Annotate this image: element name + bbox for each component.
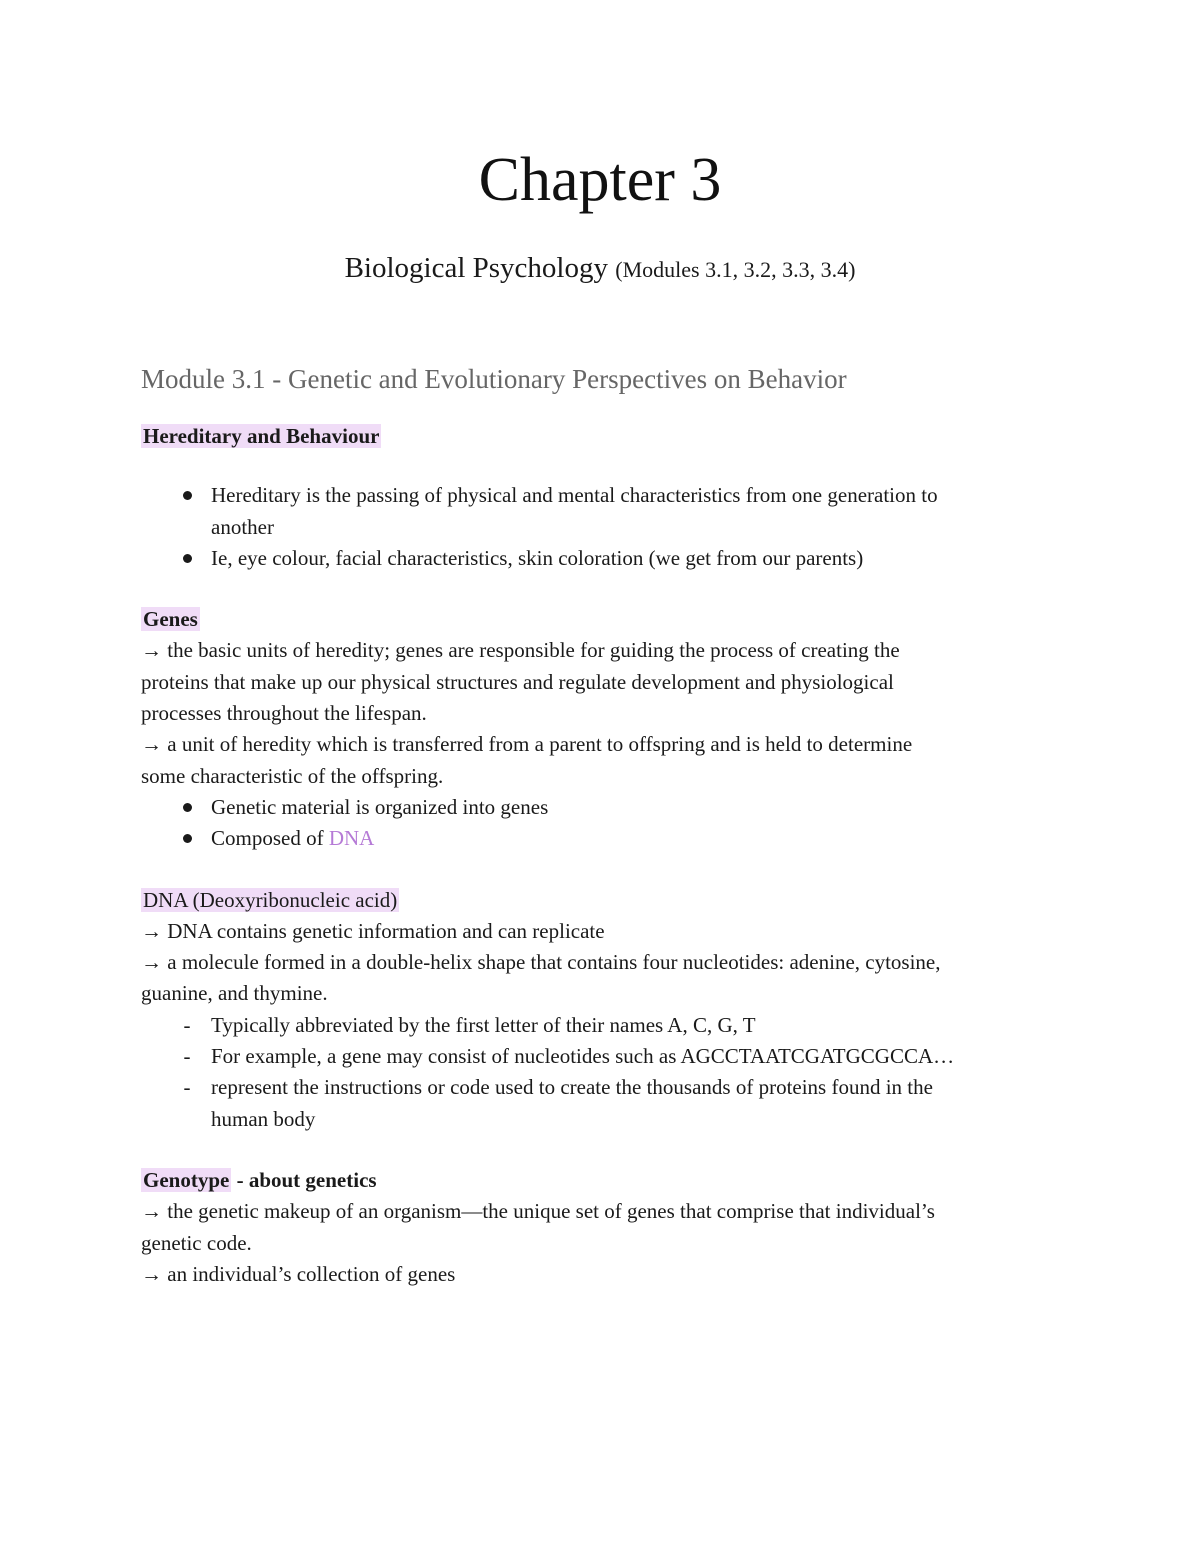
bullet-icon xyxy=(183,491,192,500)
bullet-icon xyxy=(183,834,192,843)
dna-link[interactable]: DNA xyxy=(328,826,375,851)
list-item: Genetic material is organized into genes xyxy=(141,792,1061,823)
genes-line: processes throughout the lifespan. xyxy=(141,701,427,726)
subtitle-main: Biological Psychology xyxy=(344,252,608,284)
list-item: - For example, a gene may consist of nucleotides such as AGCCTAATCGATGCGCCA… xyxy=(141,1041,1061,1072)
dash-marker: - xyxy=(183,1044,191,1069)
section-heading-hereditary: Hereditary and Behaviour xyxy=(143,424,380,448)
list-item-continuation: human body xyxy=(211,1106,316,1131)
genes-bullet-list xyxy=(141,792,1061,855)
list-item: Composed of DNA xyxy=(141,823,1061,854)
section-heading-genotype: Genotype xyxy=(143,1167,230,1192)
dash-marker: - xyxy=(183,1012,191,1037)
genotype-line: → the genetic makeup of an organism—the unique set of genes that comprise that individual’s xyxy=(141,1199,935,1224)
section-heading-dna: DNA (Deoxyribonucleic acid) xyxy=(143,887,398,912)
genotype-line: genetic code. xyxy=(141,1230,252,1255)
genes-line: proteins that make up our physical structures and regulate development and physiological xyxy=(141,669,894,694)
chapter-title: Chapter 3 xyxy=(478,146,722,214)
document-body xyxy=(141,359,1061,1290)
list-item: Ie, eye colour, facial characteristics, skin coloration (we get from our parents) xyxy=(141,543,1061,574)
dna-dash-list xyxy=(141,1010,1061,1135)
genes-line: → a unit of heredity which is transferred from a parent to offspring and is held to determine xyxy=(141,732,913,757)
bullet-icon xyxy=(183,803,192,812)
list-item: - Typically abbreviated by the first letter of their names A, C, G, T xyxy=(141,1010,1061,1041)
genotype-line: → an individual’s collection of genes xyxy=(141,1261,456,1286)
genes-line: → the basic units of heredity; genes are responsible for guiding the process of creating the xyxy=(141,638,900,663)
dash-marker: - xyxy=(183,1075,191,1100)
dna-line: → DNA contains genetic information and can replicate xyxy=(141,918,605,943)
subtitle-modules: (Modules 3.1, 3.2, 3.3, 3.4) xyxy=(615,257,856,282)
genotype-heading-suffix: - about genetics xyxy=(231,1167,377,1192)
bullet-icon xyxy=(183,554,192,563)
genes-line: some characteristic of the offspring. xyxy=(141,763,444,788)
list-item: - represent the instructions or code used to create the thousands of proteins found in the xyxy=(141,1072,1061,1103)
dna-line: guanine, and thymine. xyxy=(141,981,328,1006)
module-heading: Module 3.1 - Genetic and Evolutionary Perspectives on Behavior xyxy=(141,364,847,394)
list-item-continuation: another xyxy=(211,514,274,539)
section-heading-genes: Genes xyxy=(143,607,198,632)
list-item: Hereditary is the passing of physical and mental characteristics from one generation to xyxy=(141,480,1061,511)
chapter-subtitle xyxy=(0,250,1200,288)
hereditary-bullet-list xyxy=(141,480,1061,574)
dna-line: → a molecule formed in a double-helix shape that contains four nucleotides: adenine, cytosine, xyxy=(141,950,941,975)
